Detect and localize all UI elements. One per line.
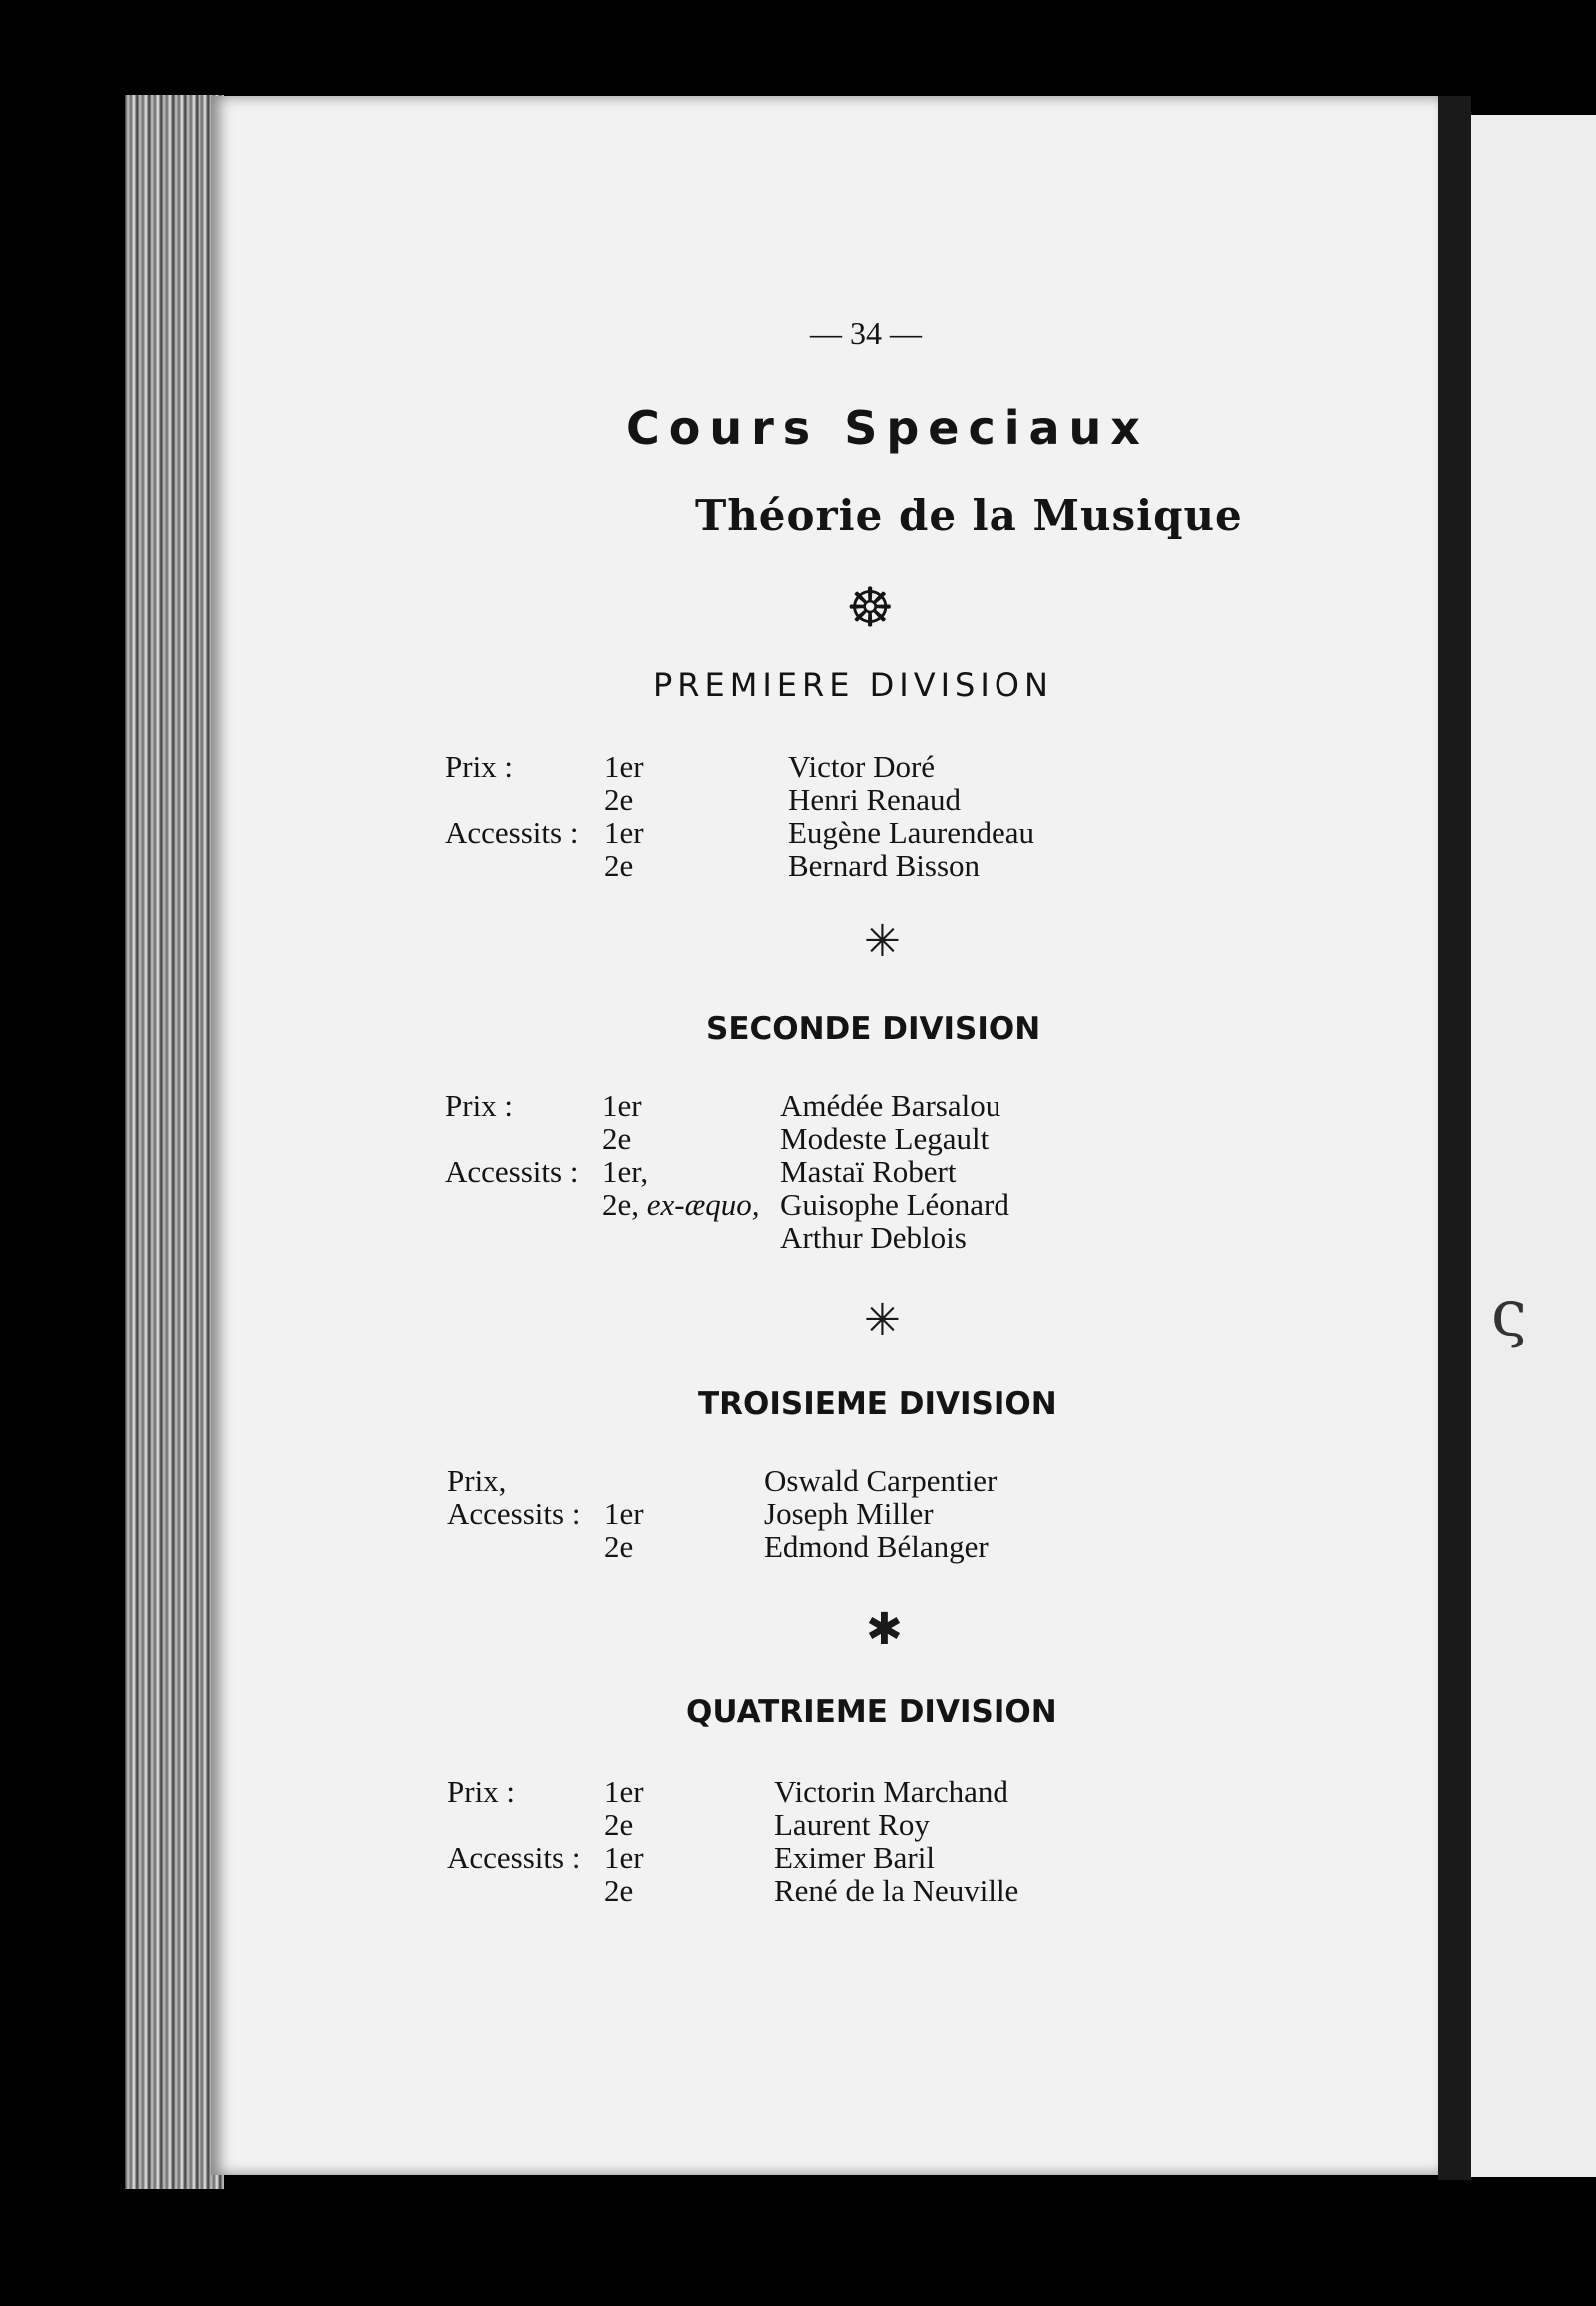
row-rank: 2e,	[602, 1187, 640, 1222]
row-label	[445, 1221, 578, 1254]
row-rank: 2e	[604, 1807, 634, 1842]
division-heading: QUATRIEME DIVISION	[686, 1694, 1057, 1730]
row-label	[447, 1874, 580, 1907]
row-rank: 1er,	[602, 1154, 649, 1189]
row-name: Victorin Marchand	[774, 1774, 1008, 1809]
label-column	[447, 1464, 580, 1563]
row-name: Edmond Bélanger	[764, 1529, 989, 1564]
row-name: René de la Neuville	[774, 1873, 1019, 1908]
rank-column	[604, 1775, 644, 1907]
page-subtitle: Théorie de la Musique	[695, 491, 1243, 540]
row-rank: 1er	[604, 1840, 644, 1875]
row-rank	[602, 1221, 760, 1254]
row-rank: 1er	[604, 815, 644, 850]
name-column	[788, 750, 1034, 882]
row-label: Accessits :	[447, 1840, 581, 1875]
division-heading: PREMIERE DIVISION	[653, 666, 1053, 704]
rank-column	[602, 1089, 760, 1254]
row-label: Accessits :	[445, 815, 579, 850]
row-name: Guisophe Léonard	[780, 1187, 1009, 1222]
row-rank: 1er	[604, 1496, 644, 1531]
row-rank	[604, 1464, 644, 1497]
row-rank: 1er	[604, 749, 644, 784]
row-rank: 1er	[602, 1088, 642, 1123]
row-name: Victor Doré	[788, 749, 936, 784]
page-number: — 34 —	[810, 315, 922, 351]
name-column	[774, 1775, 1018, 1907]
row-name: Laurent Roy	[774, 1807, 930, 1842]
row-label	[447, 1808, 580, 1841]
asterisk-separator-icon: ✳	[864, 1295, 901, 1345]
row-name: Joseph Miller	[764, 1496, 934, 1531]
row-label: Accessits :	[445, 1154, 579, 1189]
division-heading: SECONDE DIVISION	[706, 1011, 1041, 1047]
row-name: Eximer Baril	[774, 1840, 935, 1875]
label-column	[445, 1089, 578, 1254]
row-rank: 2e	[604, 782, 634, 817]
row-rank: 2e	[604, 1873, 634, 1908]
row-name: Henri Renaud	[788, 782, 962, 817]
row-rank: 1er	[604, 1774, 644, 1809]
adjacent-page	[1471, 115, 1596, 2177]
row-name: Oswald Carpentier	[764, 1463, 998, 1498]
row-name: Bernard Bisson	[788, 848, 981, 883]
row-name: Modeste Legault	[780, 1121, 990, 1156]
row-name: Arthur Deblois	[780, 1220, 967, 1255]
row-note: ex-æquo,	[646, 1187, 760, 1222]
ornament-icon: ☸	[846, 576, 895, 639]
row-label	[445, 1188, 578, 1221]
row-label	[445, 783, 578, 816]
row-rank: 2e	[604, 1529, 634, 1564]
row-name: Amédée Barsalou	[780, 1088, 1001, 1123]
row-rank: 2e	[602, 1121, 632, 1156]
name-column	[780, 1089, 1009, 1254]
adjacent-page-mark: ς	[1491, 1277, 1527, 1350]
asterisk-separator-icon: ✳	[864, 916, 901, 966]
page-gutter	[1438, 96, 1471, 2180]
rank-column	[604, 750, 644, 882]
book-binding-edge	[125, 95, 224, 2189]
row-name: Eugène Laurendeau	[788, 815, 1035, 850]
asterisk-separator-icon: ✱	[866, 1604, 903, 1655]
row-name: Mastaï Robert	[780, 1154, 957, 1189]
row-label: Prix :	[447, 1774, 516, 1809]
rank-column	[604, 1464, 644, 1563]
name-column	[764, 1464, 997, 1563]
label-column	[447, 1775, 580, 1907]
division-heading: TROISIEME DIVISION	[698, 1386, 1057, 1422]
row-rank: 2e	[604, 848, 634, 883]
page-title: Cours Speciaux	[626, 401, 1149, 455]
label-column	[445, 750, 578, 882]
row-label	[445, 1122, 578, 1155]
row-label	[447, 1530, 580, 1563]
row-label: Prix :	[445, 1088, 514, 1123]
row-label	[445, 849, 578, 882]
row-label: Prix :	[445, 749, 514, 784]
row-label: Accessits :	[447, 1496, 581, 1531]
row-label: Prix,	[447, 1463, 507, 1498]
